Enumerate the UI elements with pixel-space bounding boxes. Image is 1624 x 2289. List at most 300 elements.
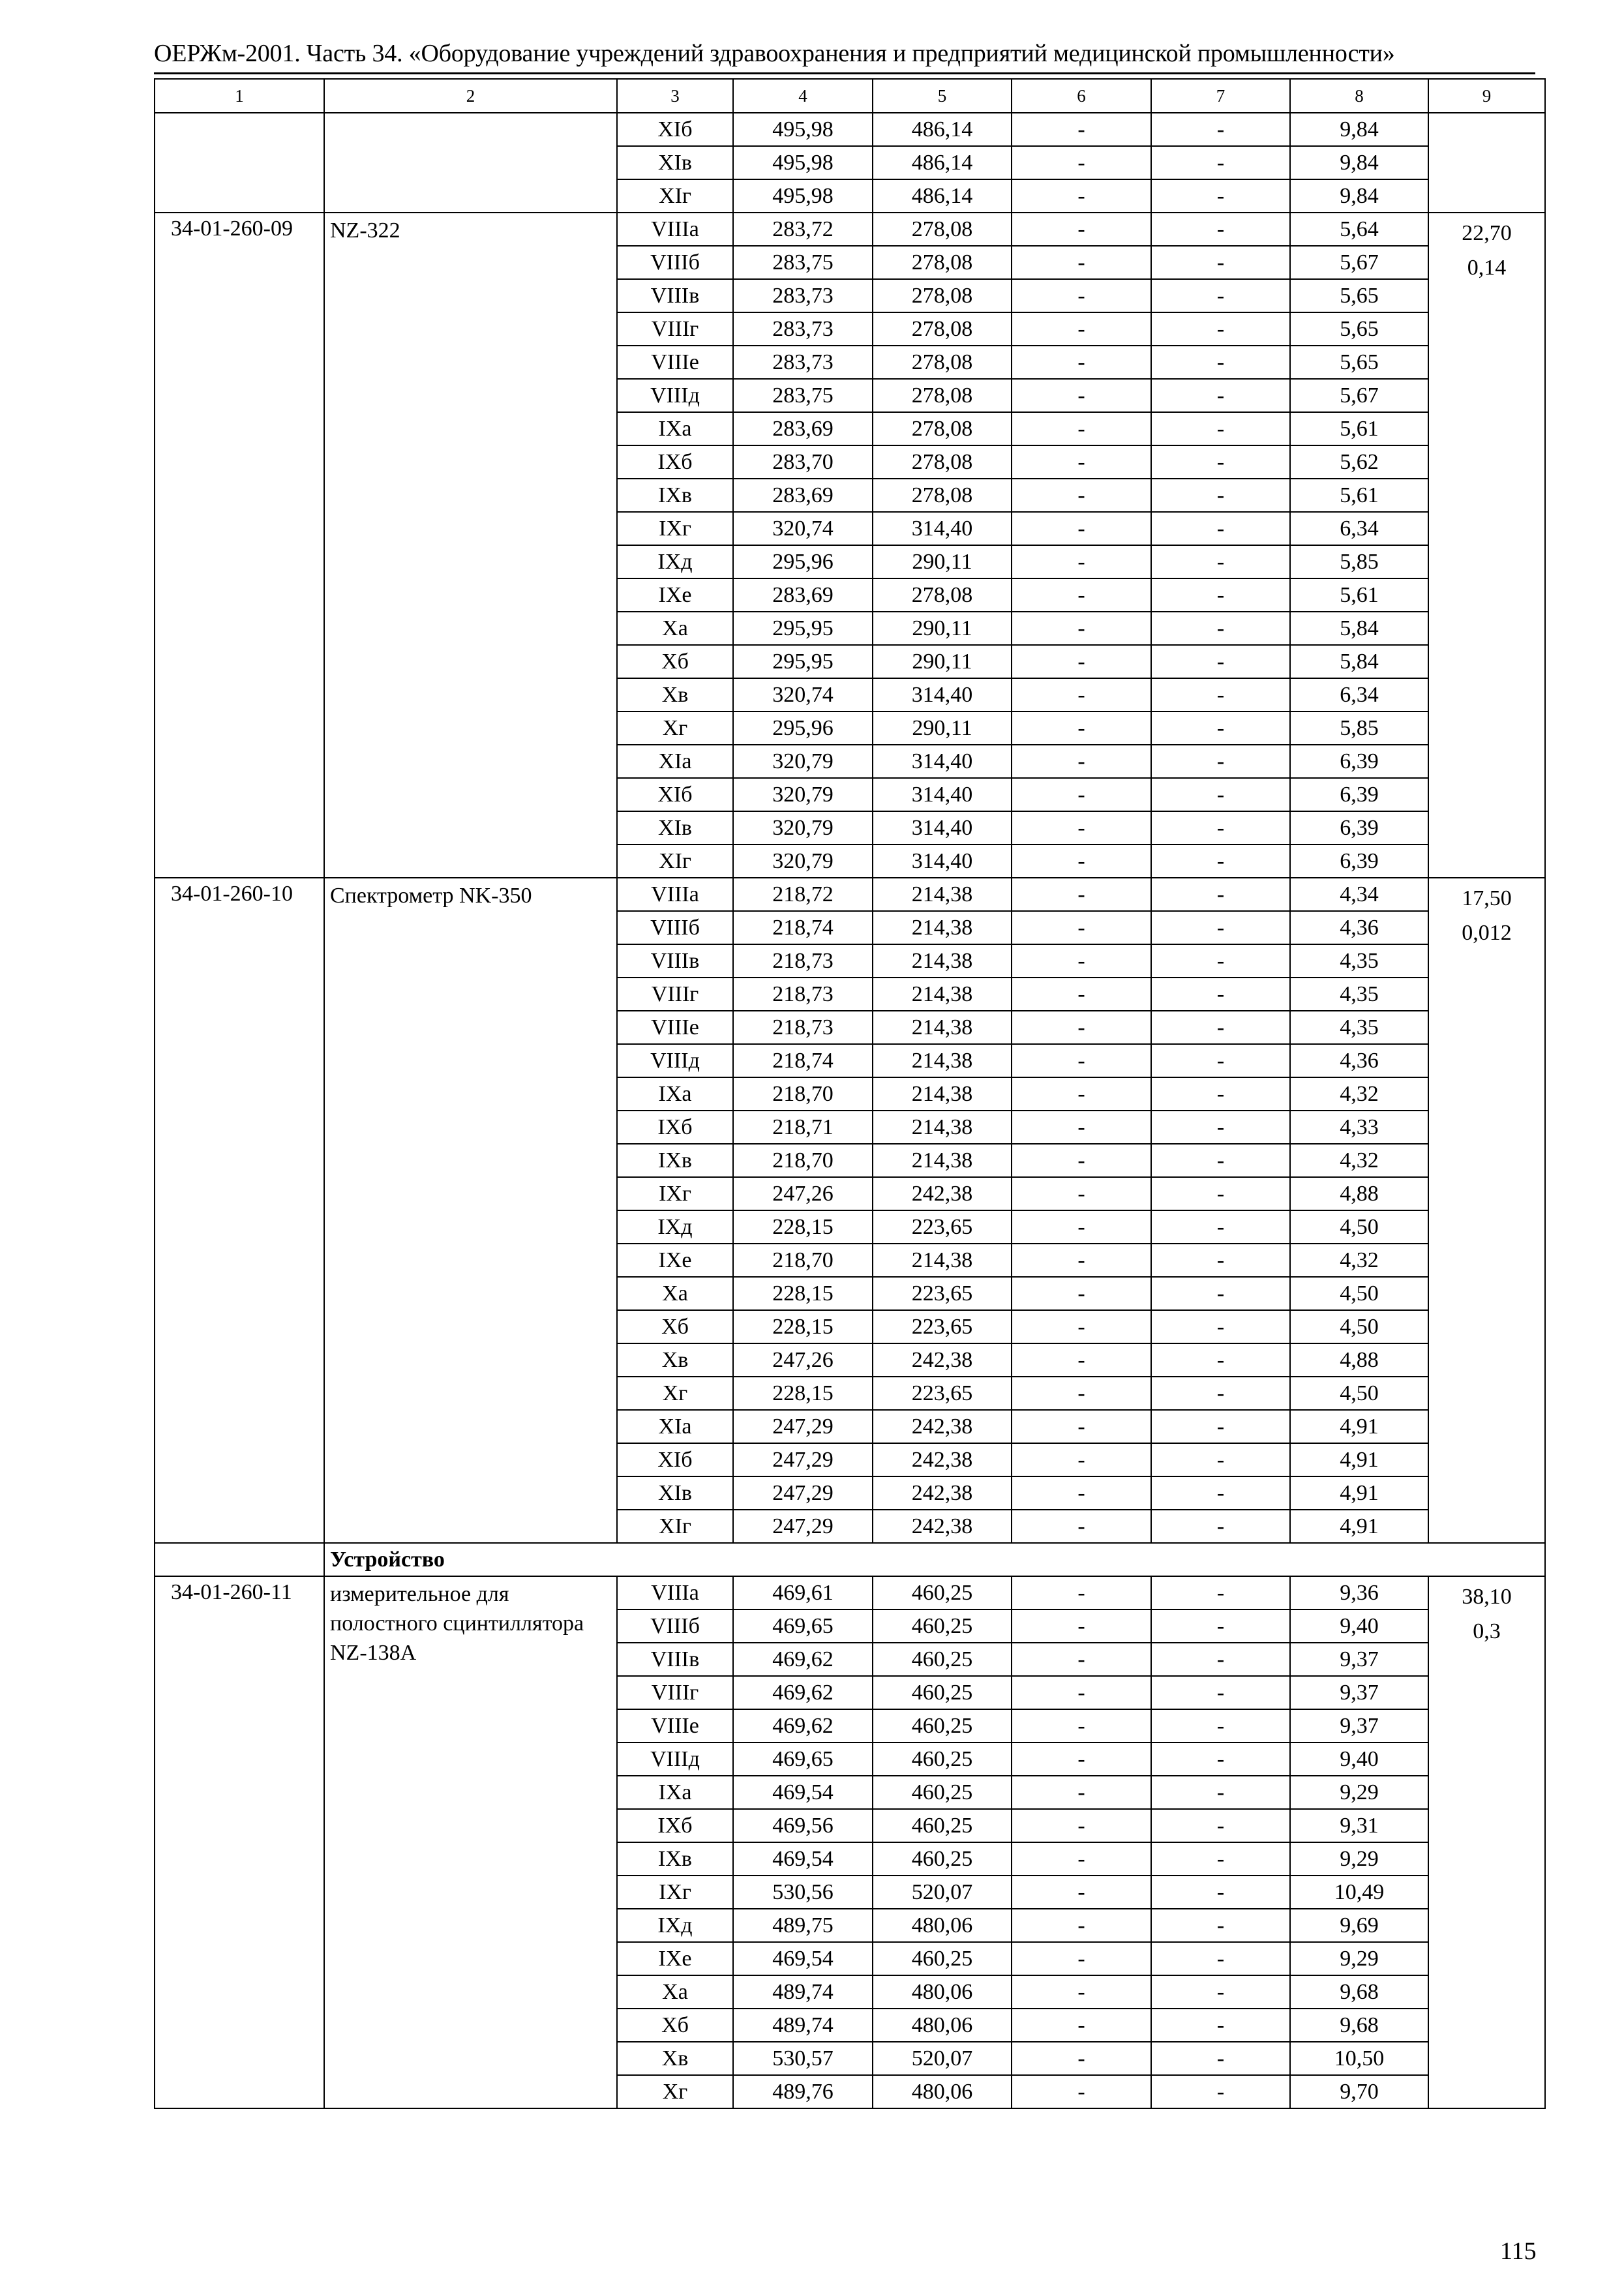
cell-c5: 486,14 — [873, 146, 1012, 179]
cell-c6: - — [1012, 1942, 1151, 1975]
cell-c5: 214,38 — [873, 978, 1012, 1011]
cell-c3: Xг — [617, 2075, 733, 2108]
rate-code: 34-01-260-09 — [155, 213, 324, 878]
cell-c8: 4,50 — [1290, 1310, 1428, 1343]
column-number: 6 — [1012, 79, 1151, 113]
cell-c3: IXа — [617, 1776, 733, 1809]
cell-c5: 460,25 — [873, 1609, 1012, 1643]
cell-c5: 486,14 — [873, 179, 1012, 213]
cell-c8: 5,62 — [1290, 445, 1428, 479]
cell-c6: - — [1012, 179, 1151, 213]
cell-c6: - — [1012, 1377, 1151, 1410]
cell-c6: - — [1012, 1310, 1151, 1343]
cell-c4: 495,98 — [733, 113, 873, 146]
cell-c4: 283,70 — [733, 445, 873, 479]
cell-c7: - — [1151, 1676, 1290, 1709]
cell-c8: 9,31 — [1290, 1809, 1428, 1842]
cell-c5: 214,38 — [873, 1244, 1012, 1277]
cell-c8: 6,34 — [1290, 512, 1428, 545]
cell-c6: - — [1012, 1609, 1151, 1643]
cell-c6: - — [1012, 1443, 1151, 1476]
cell-c5: 460,25 — [873, 1576, 1012, 1609]
cell-c8: 4,91 — [1290, 1443, 1428, 1476]
cell-c4: 283,69 — [733, 412, 873, 445]
cell-c6: - — [1012, 445, 1151, 479]
cell-c6: - — [1012, 1011, 1151, 1044]
cell-c3: VIIIб — [617, 1609, 733, 1643]
table-row — [155, 213, 1545, 246]
column9-values — [1428, 113, 1545, 213]
cell-c5: 290,11 — [873, 711, 1012, 745]
cell-c7: - — [1151, 246, 1290, 279]
cell-c5: 278,08 — [873, 445, 1012, 479]
cell-c5: 460,25 — [873, 1809, 1012, 1842]
column-number: 4 — [733, 79, 873, 113]
header-rule — [154, 72, 1535, 74]
cell-c3: Xа — [617, 1975, 733, 2009]
cell-c6: - — [1012, 512, 1151, 545]
cell-c5: 480,06 — [873, 2075, 1012, 2108]
cell-c7: - — [1151, 412, 1290, 445]
cell-c5: 314,40 — [873, 745, 1012, 778]
cell-c5: 480,06 — [873, 1909, 1012, 1942]
cell-c6: - — [1012, 1709, 1151, 1743]
section-row — [155, 1543, 1545, 1576]
cell-c4: 489,76 — [733, 2075, 873, 2108]
cell-c7: - — [1151, 1111, 1290, 1144]
cell-c7: - — [1151, 645, 1290, 678]
cell-c3: VIIIв — [617, 1643, 733, 1676]
cell-c8: 9,36 — [1290, 1576, 1428, 1609]
cell-c7: - — [1151, 1609, 1290, 1643]
cell-c6: - — [1012, 1210, 1151, 1244]
cell-c5: 460,25 — [873, 1643, 1012, 1676]
cell-c8: 4,36 — [1290, 911, 1428, 944]
cell-c7: - — [1151, 512, 1290, 545]
cell-c4: 228,15 — [733, 1210, 873, 1244]
cell-c6: - — [1012, 1809, 1151, 1842]
cell-c6: - — [1012, 578, 1151, 612]
cell-c7: - — [1151, 1077, 1290, 1111]
cell-c3: IXб — [617, 445, 733, 479]
cell-c8: 5,85 — [1290, 545, 1428, 578]
equipment-name: Спектрометр NK-350 — [324, 878, 617, 1543]
cell-c8: 9,68 — [1290, 2009, 1428, 2042]
cell-c8: 5,64 — [1290, 213, 1428, 246]
cell-c4: 469,54 — [733, 1776, 873, 1809]
cell-c3: VIIIг — [617, 312, 733, 346]
cell-c8: 9,37 — [1290, 1676, 1428, 1709]
cell-c3: XIб — [617, 778, 733, 811]
cell-c3: XIг — [617, 179, 733, 213]
cell-c8: 9,84 — [1290, 113, 1428, 146]
cell-c5: 314,40 — [873, 778, 1012, 811]
cell-c5: 278,08 — [873, 346, 1012, 379]
cell-c3: VIIIв — [617, 279, 733, 312]
cell-c3: IXг — [617, 1876, 733, 1909]
cell-c4: 218,73 — [733, 944, 873, 978]
cell-c5: 223,65 — [873, 1310, 1012, 1343]
cell-c7: - — [1151, 312, 1290, 346]
cell-c7: - — [1151, 279, 1290, 312]
cell-c6: - — [1012, 1510, 1151, 1543]
cell-c3: Xа — [617, 612, 733, 645]
cell-c8: 4,88 — [1290, 1343, 1428, 1377]
cell-c4: 218,72 — [733, 878, 873, 911]
cell-c4: 320,74 — [733, 678, 873, 711]
cell-c8: 4,32 — [1290, 1144, 1428, 1177]
cell-c7: - — [1151, 379, 1290, 412]
cell-c4: 469,62 — [733, 1643, 873, 1676]
cell-c7: - — [1151, 811, 1290, 845]
cell-c8: 9,29 — [1290, 1942, 1428, 1975]
cell-c8: 5,67 — [1290, 379, 1428, 412]
cell-c5: 214,38 — [873, 1077, 1012, 1111]
cell-c5: 314,40 — [873, 678, 1012, 711]
cell-c8: 4,35 — [1290, 1011, 1428, 1044]
cell-c7: - — [1151, 911, 1290, 944]
cell-c8: 6,39 — [1290, 811, 1428, 845]
cell-c7: - — [1151, 179, 1290, 213]
cell-c8: 9,68 — [1290, 1975, 1428, 2009]
column9-values — [1428, 1576, 1545, 2108]
cell-c6: - — [1012, 2009, 1151, 2042]
cell-c5: 278,08 — [873, 578, 1012, 612]
table-body — [155, 79, 1545, 2108]
cell-c8: 9,37 — [1290, 1709, 1428, 1743]
cell-c7: - — [1151, 1443, 1290, 1476]
cell-c3: IXг — [617, 1177, 733, 1210]
cell-c8: 9,70 — [1290, 2075, 1428, 2108]
cell-c5: 278,08 — [873, 246, 1012, 279]
cell-c4: 228,15 — [733, 1277, 873, 1310]
cell-c6: - — [1012, 1676, 1151, 1709]
cell-c4: 218,73 — [733, 978, 873, 1011]
cell-c5: 278,08 — [873, 279, 1012, 312]
cell-c4: 295,95 — [733, 612, 873, 645]
cell-c6: - — [1012, 412, 1151, 445]
cell-c4: 320,79 — [733, 745, 873, 778]
table-row — [155, 113, 1545, 146]
cell-c6: - — [1012, 778, 1151, 811]
cell-c7: - — [1151, 578, 1290, 612]
cell-c7: - — [1151, 346, 1290, 379]
cell-c4: 283,75 — [733, 379, 873, 412]
cell-c8: 5,61 — [1290, 412, 1428, 445]
cell-c3: IXе — [617, 1244, 733, 1277]
cell-c5: 242,38 — [873, 1510, 1012, 1543]
cell-c4: 218,74 — [733, 911, 873, 944]
cell-c5: 223,65 — [873, 1210, 1012, 1244]
cell-c4: 320,79 — [733, 811, 873, 845]
cell-c4: 283,69 — [733, 578, 873, 612]
cell-c6: - — [1012, 1177, 1151, 1210]
cell-c6: - — [1012, 845, 1151, 878]
cell-c4: 469,56 — [733, 1809, 873, 1842]
cell-c7: - — [1151, 1410, 1290, 1443]
cell-c8: 4,32 — [1290, 1244, 1428, 1277]
cell-c4: 469,65 — [733, 1743, 873, 1776]
section-empty-cell — [155, 1543, 324, 1576]
column9-value: 38,10 — [1462, 1585, 1512, 1609]
cell-c5: 223,65 — [873, 1277, 1012, 1310]
equipment-name: NZ-322 — [324, 213, 617, 878]
cell-c5: 278,08 — [873, 213, 1012, 246]
column-number: 7 — [1151, 79, 1290, 113]
cell-c8: 5,61 — [1290, 479, 1428, 512]
cell-c5: 214,38 — [873, 1111, 1012, 1144]
cell-c8: 9,29 — [1290, 1776, 1428, 1809]
cell-c5: 242,38 — [873, 1410, 1012, 1443]
cell-c3: VIIIе — [617, 346, 733, 379]
cell-c3: VIIIг — [617, 978, 733, 1011]
column9-values — [1428, 878, 1545, 1543]
cell-c5: 460,25 — [873, 1842, 1012, 1876]
cell-c7: - — [1151, 1809, 1290, 1842]
cell-c7: - — [1151, 1011, 1290, 1044]
cell-c6: - — [1012, 346, 1151, 379]
cell-c7: - — [1151, 745, 1290, 778]
cell-c7: - — [1151, 878, 1290, 911]
cell-c6: - — [1012, 1643, 1151, 1676]
cell-c4: 218,70 — [733, 1077, 873, 1111]
cell-c5: 460,25 — [873, 1743, 1012, 1776]
cell-c7: - — [1151, 778, 1290, 811]
cell-c4: 469,62 — [733, 1676, 873, 1709]
cell-c8: 4,35 — [1290, 978, 1428, 1011]
cell-c7: - — [1151, 1476, 1290, 1510]
cell-c4: 218,74 — [733, 1044, 873, 1077]
cell-c5: 290,11 — [873, 645, 1012, 678]
cell-c3: IXд — [617, 1210, 733, 1244]
cell-c7: - — [1151, 1975, 1290, 2009]
cell-c3: VIIIд — [617, 379, 733, 412]
column-number: 2 — [324, 79, 617, 113]
cell-c8: 4,34 — [1290, 878, 1428, 911]
cell-c7: - — [1151, 146, 1290, 179]
cell-c7: - — [1151, 1377, 1290, 1410]
cell-c7: - — [1151, 1210, 1290, 1244]
cell-c6: - — [1012, 1576, 1151, 1609]
cell-c3: Xб — [617, 645, 733, 678]
cell-c6: - — [1012, 379, 1151, 412]
cell-c6: - — [1012, 312, 1151, 346]
cell-c6: - — [1012, 1077, 1151, 1111]
cell-c8: 9,40 — [1290, 1743, 1428, 1776]
cell-c7: - — [1151, 2009, 1290, 2042]
cell-c5: 314,40 — [873, 845, 1012, 878]
cell-c4: 247,26 — [733, 1343, 873, 1377]
cell-c5: 278,08 — [873, 379, 1012, 412]
cell-c7: - — [1151, 1343, 1290, 1377]
cell-c6: - — [1012, 1842, 1151, 1876]
cell-c5: 290,11 — [873, 612, 1012, 645]
cell-c8: 4,35 — [1290, 944, 1428, 978]
cell-c6: - — [1012, 678, 1151, 711]
table-row — [155, 1576, 1545, 1609]
cell-c3: VIIIд — [617, 1044, 733, 1077]
cell-c6: - — [1012, 811, 1151, 845]
cell-c4: 530,57 — [733, 2042, 873, 2075]
cell-c5: 460,25 — [873, 1709, 1012, 1743]
cell-c6: - — [1012, 1909, 1151, 1942]
cell-c5: 242,38 — [873, 1343, 1012, 1377]
cell-c8: 5,85 — [1290, 711, 1428, 745]
cell-c8: 4,50 — [1290, 1377, 1428, 1410]
cell-c6: - — [1012, 279, 1151, 312]
cell-c7: - — [1151, 2075, 1290, 2108]
cell-c6: - — [1012, 1476, 1151, 1510]
cell-c3: IXв — [617, 1842, 733, 1876]
cell-c4: 218,73 — [733, 1011, 873, 1044]
cell-c6: - — [1012, 1244, 1151, 1277]
cell-c7: - — [1151, 1576, 1290, 1609]
cell-c4: 295,96 — [733, 711, 873, 745]
column9-value: 0,3 — [1473, 1619, 1501, 1643]
cell-c3: VIIIа — [617, 1576, 733, 1609]
column-number: 9 — [1428, 79, 1545, 113]
cell-c5: 214,38 — [873, 911, 1012, 944]
cell-c7: - — [1151, 1942, 1290, 1975]
cell-c3: XIг — [617, 1510, 733, 1543]
cell-c3: IXд — [617, 1909, 733, 1942]
cell-c6: - — [1012, 978, 1151, 1011]
cell-c7: - — [1151, 1743, 1290, 1776]
cell-c8: 4,50 — [1290, 1277, 1428, 1310]
cell-c5: 486,14 — [873, 113, 1012, 146]
cell-c8: 4,33 — [1290, 1111, 1428, 1144]
cell-c7: - — [1151, 1044, 1290, 1077]
cell-c6: - — [1012, 1975, 1151, 2009]
cell-c7: - — [1151, 612, 1290, 645]
cell-c6: - — [1012, 1410, 1151, 1443]
cell-c8: 4,50 — [1290, 1210, 1428, 1244]
cell-c6: - — [1012, 645, 1151, 678]
equipment-name — [324, 113, 617, 213]
cell-c8: 9,84 — [1290, 179, 1428, 213]
cell-c8: 9,84 — [1290, 146, 1428, 179]
cell-c8: 4,91 — [1290, 1510, 1428, 1543]
cell-c6: - — [1012, 113, 1151, 146]
cell-c3: IXб — [617, 1809, 733, 1842]
cell-c3: Xб — [617, 1310, 733, 1343]
cell-c7: - — [1151, 978, 1290, 1011]
cell-c4: 218,70 — [733, 1144, 873, 1177]
cell-c6: - — [1012, 146, 1151, 179]
cell-c3: IXа — [617, 412, 733, 445]
cell-c8: 6,34 — [1290, 678, 1428, 711]
cell-c5: 460,25 — [873, 1676, 1012, 1709]
cell-c4: 469,62 — [733, 1709, 873, 1743]
cell-c3: XIг — [617, 845, 733, 878]
cell-c3: Xг — [617, 1377, 733, 1410]
cell-c5: 223,65 — [873, 1377, 1012, 1410]
cell-c3: VIIIа — [617, 878, 733, 911]
cell-c4: 218,71 — [733, 1111, 873, 1144]
cell-c7: - — [1151, 1709, 1290, 1743]
cell-c5: 520,07 — [873, 1876, 1012, 1909]
rates-table — [154, 78, 1546, 2109]
cell-c6: - — [1012, 1111, 1151, 1144]
cell-c6: - — [1012, 1277, 1151, 1310]
cell-c5: 520,07 — [873, 2042, 1012, 2075]
cell-c3: IXа — [617, 1077, 733, 1111]
cell-c4: 247,26 — [733, 1177, 873, 1210]
cell-c5: 460,25 — [873, 1942, 1012, 1975]
cell-c3: XIв — [617, 146, 733, 179]
cell-c4: 489,75 — [733, 1909, 873, 1942]
equipment-name: измерительное для полостного сцинтиллятора NZ-138А — [324, 1576, 617, 2108]
cell-c4: 228,15 — [733, 1310, 873, 1343]
cell-c4: 495,98 — [733, 179, 873, 213]
cell-c3: IXв — [617, 479, 733, 512]
cell-c6: - — [1012, 1044, 1151, 1077]
cell-c7: - — [1151, 1909, 1290, 1942]
section-title: Устройство — [324, 1543, 1545, 1576]
rate-code — [155, 113, 324, 213]
column-number: 1 — [155, 79, 324, 113]
cell-c6: - — [1012, 213, 1151, 246]
cell-c3: Xв — [617, 2042, 733, 2075]
cell-c6: - — [1012, 479, 1151, 512]
cell-c7: - — [1151, 1510, 1290, 1543]
cell-c4: 469,61 — [733, 1576, 873, 1609]
cell-c5: 242,38 — [873, 1476, 1012, 1510]
cell-c3: VIIIб — [617, 246, 733, 279]
cell-c7: - — [1151, 1177, 1290, 1210]
cell-c6: - — [1012, 612, 1151, 645]
cell-c4: 469,54 — [733, 1842, 873, 1876]
cell-c3: VIIIб — [617, 911, 733, 944]
cell-c7: - — [1151, 1876, 1290, 1909]
cell-c6: - — [1012, 1743, 1151, 1776]
cell-c7: - — [1151, 1277, 1290, 1310]
cell-c7: - — [1151, 678, 1290, 711]
cell-c3: XIб — [617, 113, 733, 146]
cell-c8: 9,40 — [1290, 1609, 1428, 1643]
cell-c4: 320,74 — [733, 512, 873, 545]
cell-c4: 283,73 — [733, 312, 873, 346]
cell-c6: - — [1012, 1144, 1151, 1177]
cell-c3: Xа — [617, 1277, 733, 1310]
cell-c3: VIIIд — [617, 1743, 733, 1776]
cell-c4: 218,70 — [733, 1244, 873, 1277]
cell-c8: 5,65 — [1290, 346, 1428, 379]
cell-c7: - — [1151, 711, 1290, 745]
cell-c5: 278,08 — [873, 412, 1012, 445]
cell-c3: IXб — [617, 1111, 733, 1144]
cell-c3: XIа — [617, 1410, 733, 1443]
column-number: 5 — [873, 79, 1012, 113]
cell-c6: - — [1012, 545, 1151, 578]
cell-c7: - — [1151, 1643, 1290, 1676]
cell-c6: - — [1012, 246, 1151, 279]
rate-code: 34-01-260-11 — [155, 1576, 324, 2108]
cell-c3: IXв — [617, 1144, 733, 1177]
cell-c4: 320,79 — [733, 778, 873, 811]
cell-c3: XIа — [617, 745, 733, 778]
cell-c3: IXг — [617, 512, 733, 545]
column9-value: 0,14 — [1467, 256, 1507, 280]
column9-values — [1428, 213, 1545, 878]
cell-c7: - — [1151, 1244, 1290, 1277]
cell-c4: 247,29 — [733, 1476, 873, 1510]
cell-c8: 9,69 — [1290, 1909, 1428, 1942]
cell-c7: - — [1151, 845, 1290, 878]
cell-c8: 4,91 — [1290, 1410, 1428, 1443]
column-number: 8 — [1290, 79, 1428, 113]
column-number: 3 — [617, 79, 733, 113]
